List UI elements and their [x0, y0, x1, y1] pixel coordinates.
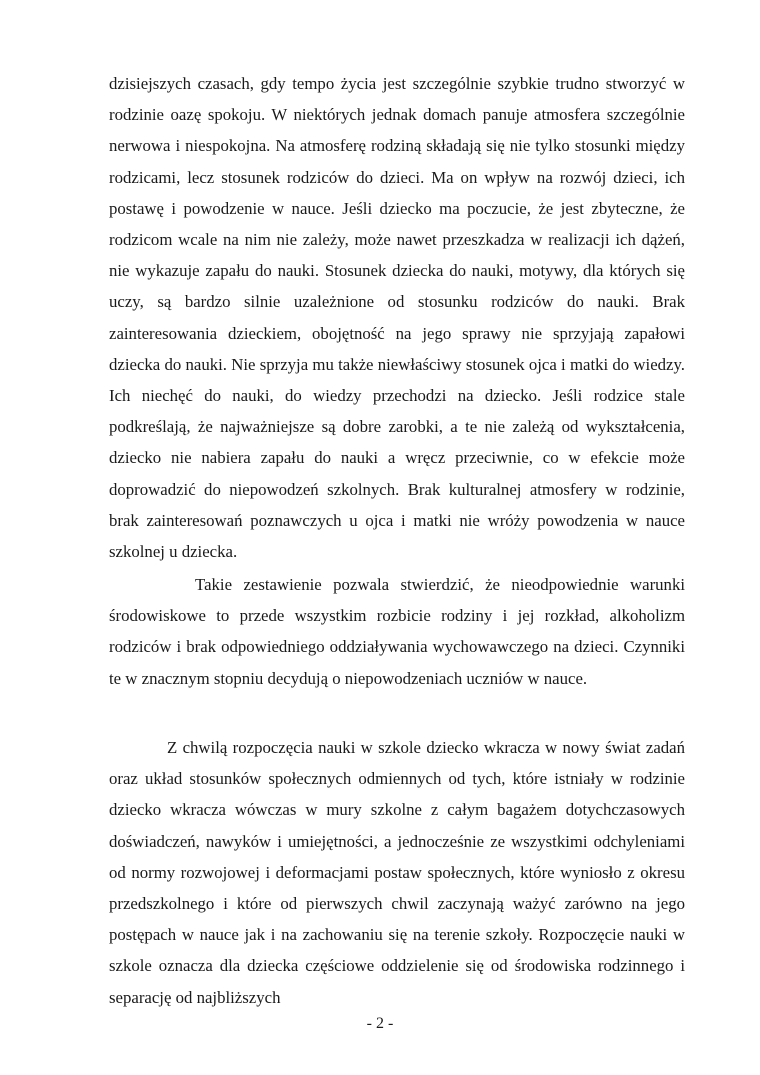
page-number: - 2 -: [366, 1015, 394, 1032]
paragraph-3: Z chwilą rozpoczęcia nauki w szkole dziecko wkracza w nowy świat zadań oraz układ stosunków społecznych odmiennych od tych, które istniały w rodzinie dziecko wkracza wówczas w mury szkolne z całym bagażem dotychczasowych doświadczeń, nawyków i umiejętności, a jednocześnie ze wszystkimi odchyleniami od normy rozwojowej i deformacjami postaw społecznych, które wyniosło z okresu przedszkolnego i które od pierwszych chwil zaczynają ważyć zarówno na jego postępach w nauce jak i na zachowaniu się na terenie szkoły. Rozpoczęcie nauki w szkole oznacza dla dziecka częściowe oddzielenie się od środowiska rodzinnego i separację od najbliższych: [109, 738, 685, 1007]
paragraph-2: Takie zestawienie pozwala stwierdzić, że nieodpowiednie warunki środowiskowe to przede wszystkim rozbicie rodziny i jej rozkład, alkoholizm rodziców i brak odpowiedniego oddziaływania wychowawczego na dzieci. Czynniki te w znacznym stopniu decydują o niepowodzeniach uczniów w nauce.: [109, 575, 685, 688]
paragraph-1: dzisiejszych czasach, gdy tempo życia jest szczególnie szybkie trudno stworzyć w rodzinie oazę spokoju. W niektórych jednak domach panuje atmosfera szczególnie nerwowa i niespokojna. Na atmosferę rodziną składają się nie tylko stosunki między rodzicami, lecz stosunek rodziców do dzieci. Ma on wpływ na rozwój dzieci, ich postawę i powodzenie w nauce. Jeśli dziecko ma poczucie, że jest zbyteczne, że rodzicom wcale na nim nie zależy, może nawet przeszkadza w realizacji ich dążeń, nie wykazuje zapału do nauki. Stosunek dziecka do nauki, motywy, dla których się uczy, są bardzo silnie uzależnione od stosunku rodziców do nauki. Brak zainteresowania dzieckiem, obojętność na jego sprawy nie sprzyjają zapałowi dziecka do nauki. Nie sprzyja mu także niewłaściwy stosunek ojca i matki do wiedzy. Ich niechęć do nauki, do wiedzy przechodzi na dziecko. Jeśli rodzice stale podkreślają, że najważniejsze są dobre zarobki, a te nie zależą od wykształcenia, dziecko nie nabiera zapału do nauki a wręcz przeciwnie, co w efekcie może doprowadzić do niepowodzeń szkolnych. Brak kulturalnej atmosfery w rodzinie, brak zainteresowań poznawczych u ojca i matki nie wróży powodzenia w nauce szkolnej u dziecka.: [109, 74, 685, 562]
